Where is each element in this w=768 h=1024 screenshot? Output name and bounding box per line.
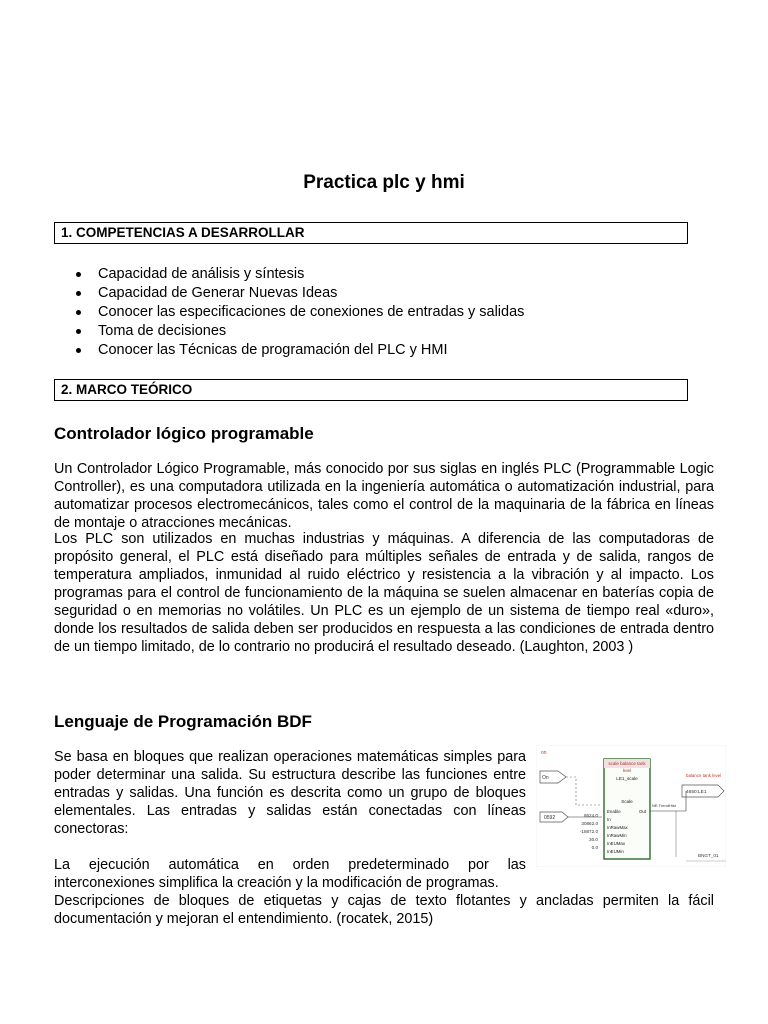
input-value: -18872.0 [579, 829, 598, 834]
paragraph-plc-intro: Un Controlador Lógico Programable, más conocido por sus siglas en inglés PLC (Programmable Logic Controller), es una computadora utilizada en la ingeniería automática o automatización industrial, para automatizar procesos electromecánicos, tales como el control de la maquinaria de la fábrica en líneas de montaje o atracciones mecánicas. [54, 461, 714, 531]
pin-in: InEUMin [607, 849, 624, 854]
paragraph-plc-detail: Los PLC son utilizados en muchas industrias y máquinas. A diferencia de las computadoras de propósito general, el PLC está diseñado para múltiples señales de entrada y de salida, rangos de temperatura ampliados, inmunidad al ruido eléctrico y resistencia a la vibración y al impacto. Los programas para el control de funcionamiento de la máquina se suelen almacenar en baterías copia de seguridad o en memorias no volátiles. Un PLC es un ejemplo de un sistema de tiempo real «duro», donde los resultados de salida deben ser producidos en respuesta a las condiciones de entrada dentro de un tiempo limitado, de lo contrario no producirá el resultado deseado. (Laughton, 2003 ) [54, 531, 714, 655]
out-wire-label: NE.TrendHist [652, 803, 676, 808]
input-value: 0.0 [591, 845, 598, 850]
list-item: Capacidad de análisis y síntesis [60, 265, 524, 284]
input-value: 8524.0 [583, 813, 598, 818]
block-name: LE1_scale [616, 776, 638, 781]
page-title: Practica plc y hmi [303, 172, 465, 193]
paragraph-bdf-descriptions: Descripciones de bloques de etiquetas y cajas de texto flotantes y ancladas permiten la fácil documentación y mejoran el entendimiento. (rocatek, 2015) [54, 893, 714, 927]
pin-out: Out [639, 809, 647, 814]
pin-in: InEUMax [607, 841, 626, 846]
bottom-tag-label: BNGT_01 [698, 853, 719, 858]
left-tag-label: 0592 [544, 815, 556, 821]
competencias-list [60, 265, 524, 360]
paragraph-bdf-intro: Se basa en bloques que realizan operaciones matemáticas simples para poder determinar una salida. Su estructura describe las funciones entre entradas y salidas. Una función es descrita como un grupo de bloques elementales. Las entradas y salidas están conectadas con líneas conectoras: [54, 749, 526, 837]
section-heading-marco-teorico: 2. MARCO TEÓRICO [54, 379, 688, 401]
list-item: Capacidad de Generar Nuevas Ideas [60, 284, 524, 303]
input-value: 30.0 [589, 837, 598, 842]
list-item: Toma de decisiones [60, 322, 524, 341]
input-value: 30862.0 [581, 821, 598, 826]
subheading-plc: Controlador lógico programable [54, 424, 314, 443]
bdf-diagram-image [536, 745, 726, 867]
input-tag-top-label: on [541, 750, 547, 756]
section-heading-competencias: 1. COMPETENCIAS A DESARROLLAR [54, 222, 688, 244]
subheading-bdf: Lenguaje de Programación BDF [54, 712, 312, 731]
paragraph-bdf-execution: La ejecución automática en orden predeterminado por las interconexiones simplifica la creación y la modificación de programas. [54, 857, 526, 891]
pin-enable: Enable [607, 809, 621, 814]
list-item: Conocer las especificaciones de conexiones de entradas y salidas [60, 303, 524, 322]
pin-in: InRawMax [607, 825, 628, 830]
block-subtitle: level [622, 768, 632, 773]
block-title: scale balance tank [608, 761, 646, 766]
pin-in: InRawMin [607, 833, 627, 838]
out-label: balance tank level [686, 773, 722, 778]
list-item: Conocer las Técnicas de programación del PLC y HMI [60, 341, 524, 360]
out-tag-label: 4650:LE1 [686, 790, 707, 795]
block-type: Scale [621, 799, 633, 804]
input-tag-label: On [542, 775, 549, 781]
pin-in: In [607, 817, 611, 822]
